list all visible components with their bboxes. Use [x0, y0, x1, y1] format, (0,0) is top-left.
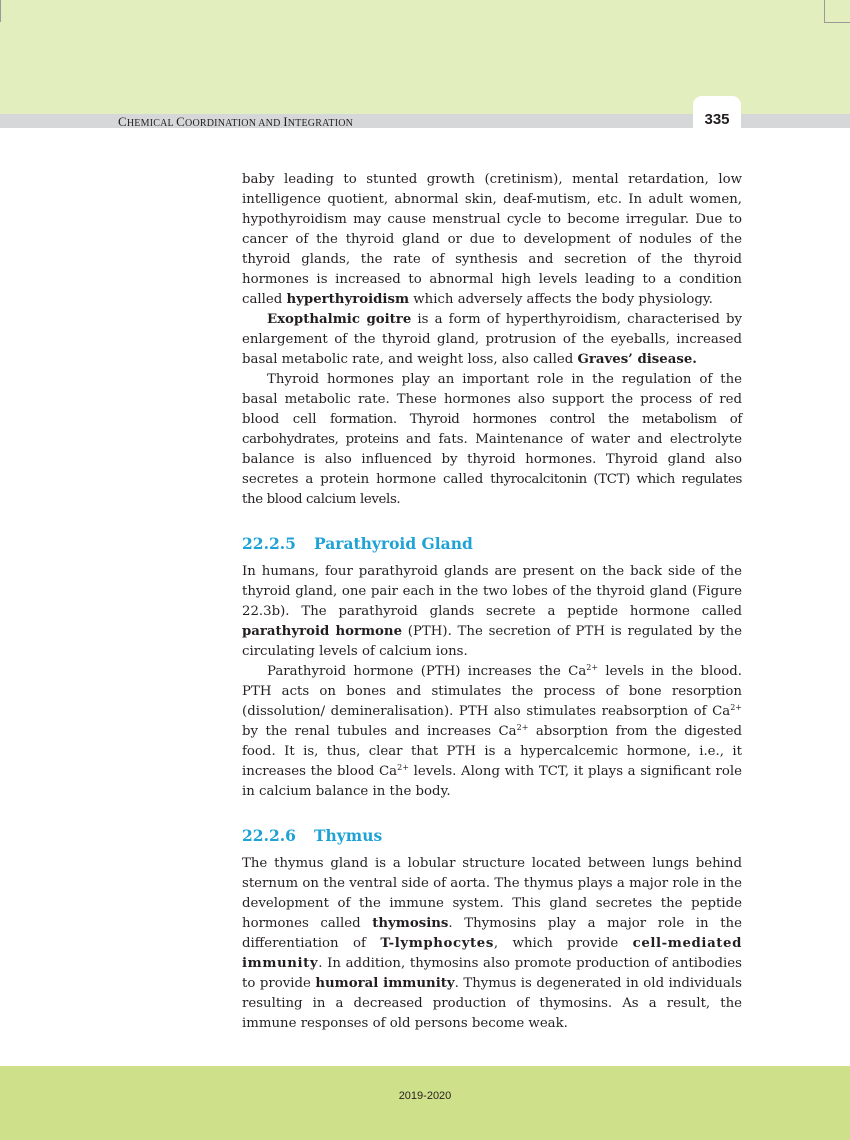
crop-mark-top-right [824, 0, 825, 22]
term-t-lymphocytes: T-lymphocytes [380, 936, 494, 951]
paragraph-exopthalmic-goitre: Exopthalmic goitre is a form of hyperthyroidism, characterised by enlargement of the thyroid gland, protrusion of the eyeballs, increased basal metabolic rate, and weight loss, also called Graves’ disease. [242, 312, 742, 367]
section-number: 22.2.5 [242, 534, 296, 553]
paragraph-hypothyroidism-effects: baby leading to stunted growth (cretinism), mental retardation, low intelligence quotient, abnormal skin, deaf-mutism, etc. In adult women, hypothyroidism may cause menstrual cycle to become irregular. Due to cancer of the thyroid gland or due to development of nodules of the thyroid glands, the rate of synthesis and secretion of the thyroid hormones is increased to abnormal high levels leading to a condition called hyperthyroidism which adversely affects the body physiology. [242, 172, 742, 307]
section-number: 22.2.6 [242, 826, 296, 845]
page-number: 335 [704, 111, 730, 128]
term-graves-disease: Graves’ disease. [577, 352, 697, 367]
paragraph-pth-action: Parathyroid hormone (PTH) increases the $Ca^{2+}$ levels in the blood. PTH acts on bones and stimulates the process of bone resorption (dissolution/ demineralisation). PTH also stimulates reabsorption of $Ca^{2+}$ by the renal tubules and increases $Ca^{2+}$ absorption from the digested food. It is, thus, clear that PTH is a hypercalcemic hormone, i.e., it increases the blood $Ca^{2+}$ levels. Along with TCT, it plays a significant role in calcium balance in the body. [242, 663, 743, 799]
footer-color-band [0, 1066, 850, 1140]
term-cell-mediated-immunity: cell-mediated immunity [242, 936, 742, 971]
term-hyperthyroidism: hyperthyroidism [286, 292, 410, 307]
term-parathyroid-hormone: parathyroid hormone [242, 624, 403, 639]
term-thymosins: thymosins [372, 916, 449, 931]
term-exopthalmic-goitre: Exopthalmic goitre [267, 312, 412, 327]
running-head: CHEMICAL COORDINATION AND INTEGRATION [118, 114, 354, 129]
paragraph-parathyroid-location: In humans, four parathyroid glands are present on the back side of the thyroid gland, one pair each in the two lobes of the thyroid gland (Figure 22.3b). The parathyroid glands secrete a peptide hormone called parathyroid hormone (PTH). The secretion of PTH is regulated by the circulating levels of calcium ions. [242, 564, 742, 659]
term-humoral-immunity: humoral immunity [315, 976, 455, 991]
section-title: Thymus [314, 826, 383, 845]
body-text [242, 170, 742, 1034]
section-heading-parathyroid [242, 534, 742, 554]
paragraph-thymus: The thymus gland is a lobular structure located between lungs behind sternum on the ventral side of aorta. The thymus plays a major role in the development of the immune system. This gland secretes the peptide hormones called thymosins. Thymosins play a major role in the differentiation of T-lymphocytes, which provide cell-mediated immunity. In addition, thymosins also promote production of antibodies to provide humoral immunity. Thymus is degenerated in old individuals resulting in a decreased production of thymosins. As a result, the immune responses of old persons become weak. [242, 856, 742, 1031]
crop-mark-top-right-h [824, 22, 850, 23]
crop-mark-top-left [0, 0, 1, 22]
footer-year: 2019-2020 [398, 1090, 452, 1102]
section-heading-thymus [242, 826, 742, 846]
section-title: Parathyroid Gland [314, 534, 473, 553]
paragraph-thyroid-hormone-roles: Thyroid hormones play an important role in the regulation of the basal metabolic rate. These hormones also support the process of red blood cell formation. Thyroid hormones control the metabolism of carbohydrates, proteins and fats. Maintenance of water and electrolyte balance is also influenced by thyroid hormones. Thyroid gland also secretes a protein hormone called thyrocalcitonin (TCT) which regulates the blood calcium levels. [242, 372, 742, 507]
